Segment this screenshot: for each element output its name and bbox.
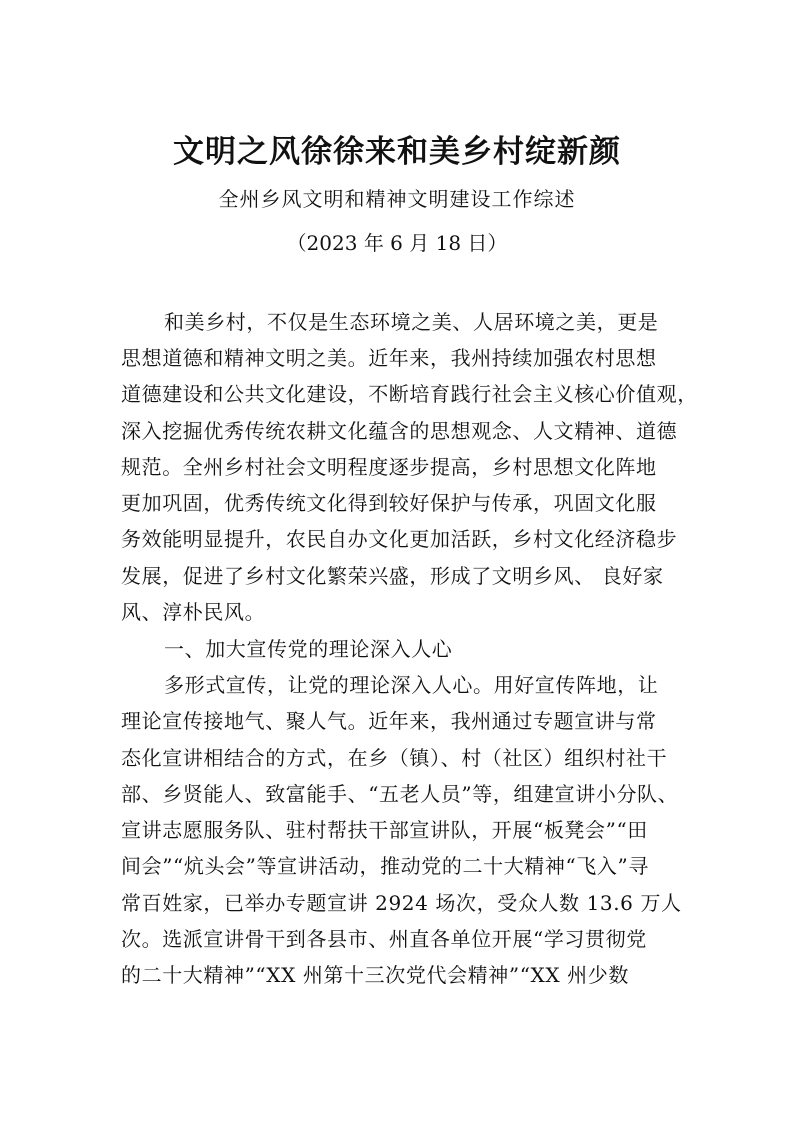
document-subtitle: 全州乡风文明和精神文明建设工作综述 [218, 187, 576, 211]
paragraph-line: 部、乡贤能人、致富能手、“五老人员”等，组建宣讲小分队、 [121, 782, 679, 806]
document-date: （2023 年 6 月 18 日） [286, 231, 508, 255]
paragraph-line: 多形式宣传，让党的理论深入人心。用好宣传阵地，让 [164, 673, 659, 697]
paragraph-line: 态化宣讲相结合的方式，在乡（镇）、村（社区）组织村社干 [121, 746, 668, 770]
paragraph-line: 思想道德和精神文明之美。近年来，我州持续加强农村思想 [121, 346, 657, 370]
paragraph-line: 的二十大精神”“XX 州第十三次党代会精神”“XX 州少数 [121, 963, 629, 987]
paragraph-line: 规范。全州乡村社会文明程度逐步提高，乡村思想文化阵地 [121, 455, 657, 479]
paragraph-line: 间会”“炕头会”等宣讲活动，推动党的二十大精神“飞入”寻 [121, 854, 649, 878]
paragraph-line: 务效能明显提升，农民自办文化更加活跃，乡村文化经济稳步 [121, 527, 678, 551]
paragraph-line: 常百姓家，已举办专题宣讲 2924 场次，受众人数 13.6 万人 [121, 891, 682, 915]
paragraph-line: 更加巩固，优秀传统文化得到较好保护与传承，巩固文化服 [121, 491, 657, 515]
paragraph-line: 深入挖掘优秀传统农耕文化蕴含的思想观念、人文精神、道德 [121, 419, 678, 443]
document-title: 文明之风徐徐来和美乡村绽新颜 [173, 134, 621, 170]
paragraph-line: 和美乡村，不仅是生态环境之美、人居环境之美，更是 [164, 310, 659, 334]
paragraph-line: 宣讲志愿服务队、驻村帮扶干部宣讲队，开展“板凳会”“田 [121, 818, 648, 842]
paragraph-line: 道德建设和公共文化建设，不断培育践行社会主义核心价值观， [121, 382, 698, 406]
paragraph-line: 理论宣传接地气、聚人气。近年来，我州通过专题宣讲与常 [121, 709, 657, 733]
paragraph-line: 发展，促进了乡村文化繁荣兴盛，形成了文明乡风、 良好家 [121, 564, 664, 588]
paragraph-line: 风、淳朴民风。 [121, 600, 266, 624]
section-heading: 一、加大宣传党的理论深入人心 [164, 637, 453, 661]
paragraph-line: 次。选派宣讲骨干到各县市、州直各单位开展“学习贯彻党 [121, 927, 647, 951]
